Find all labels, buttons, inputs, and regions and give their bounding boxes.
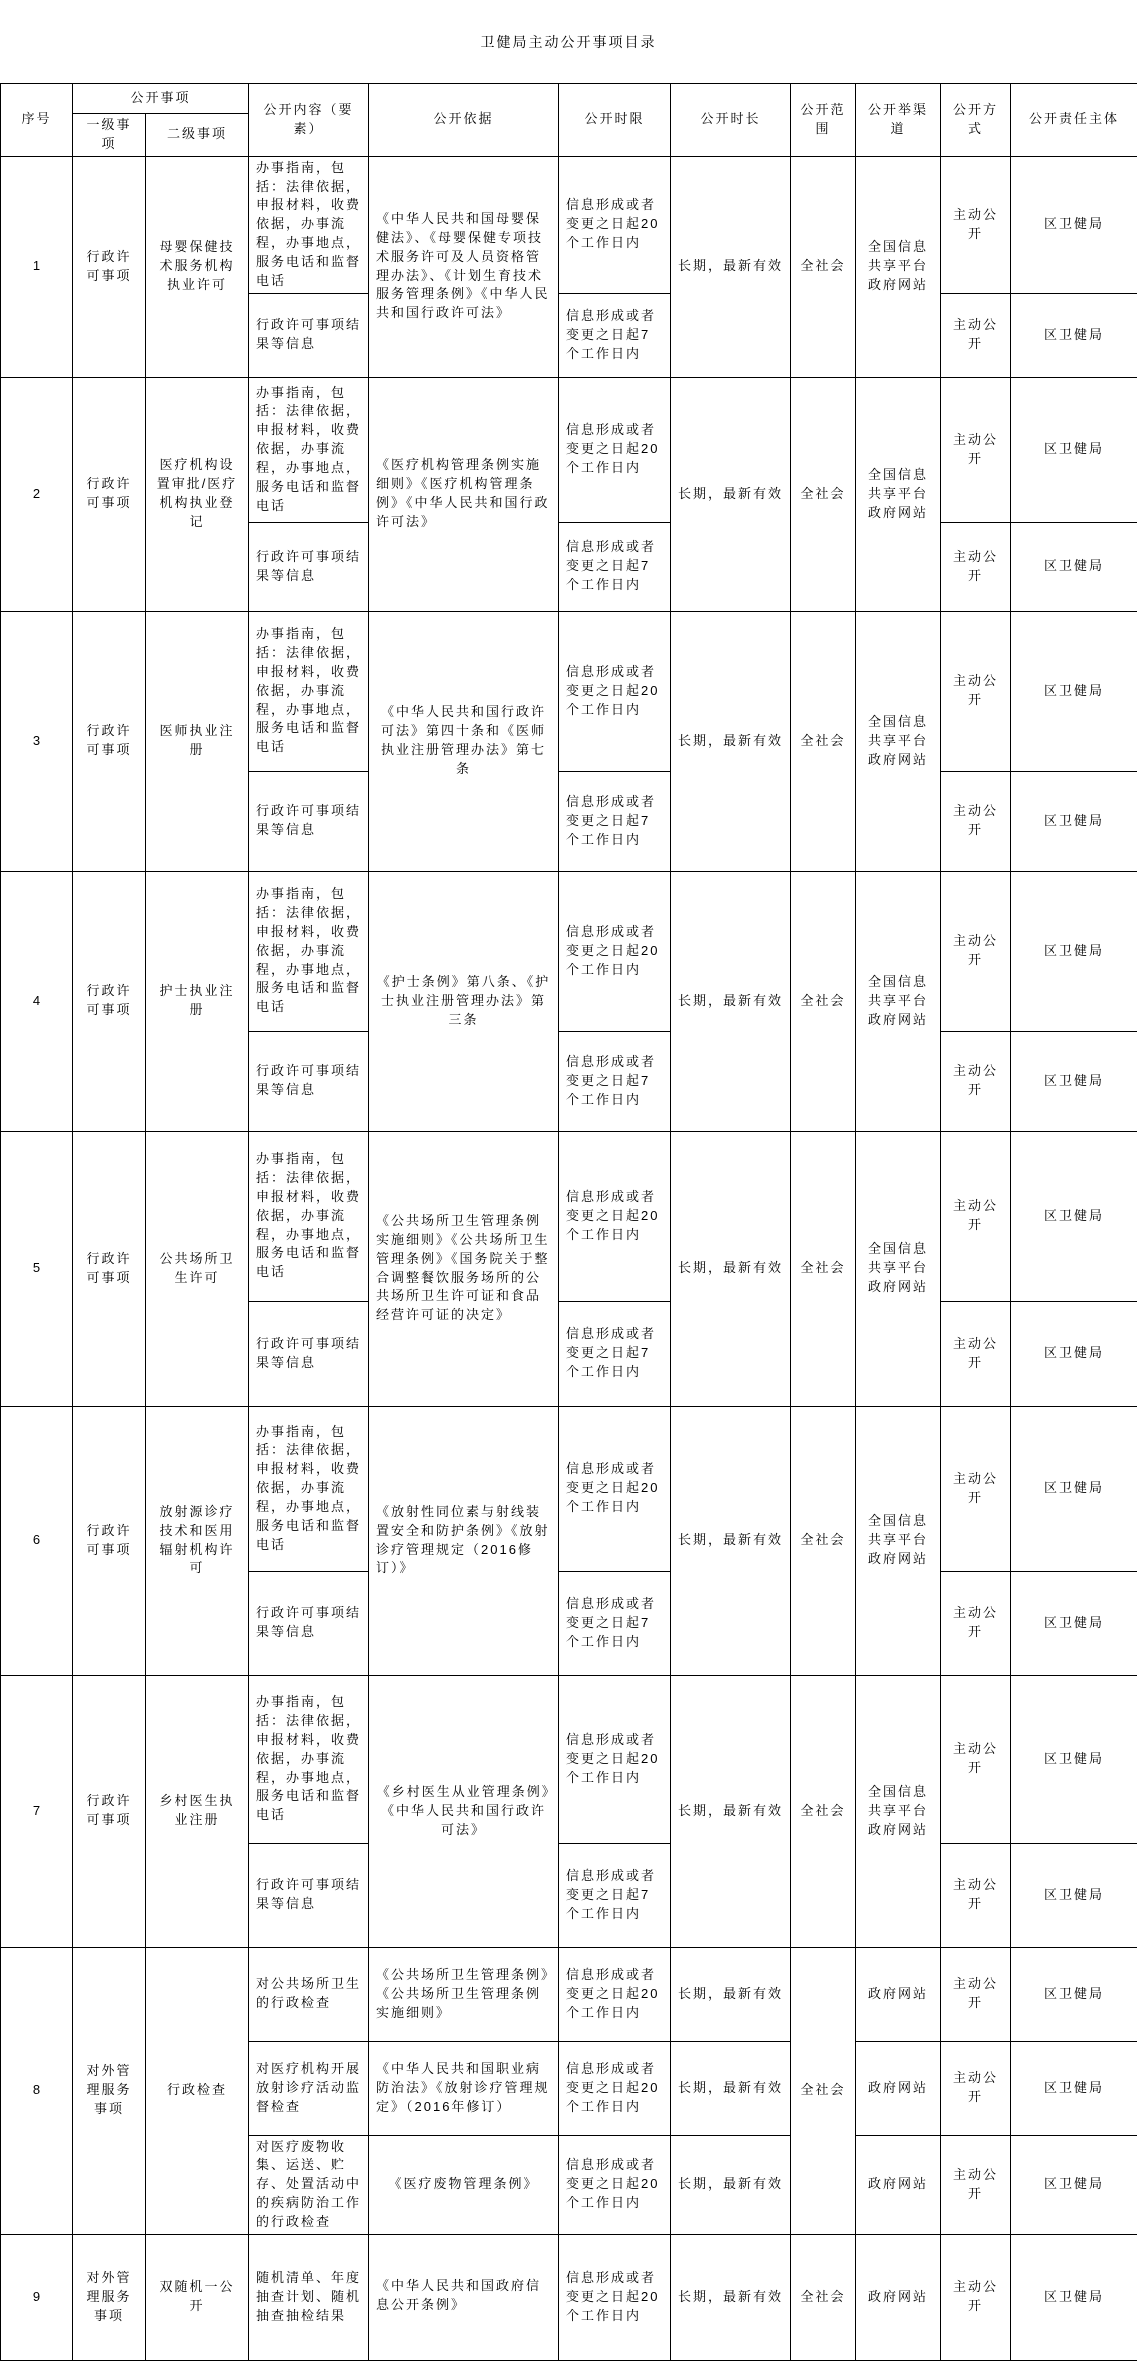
level2-cell: 母婴保健技术服务机构执业许可 <box>146 156 249 377</box>
col-header-owner: 公开责任主体 <box>1011 84 1137 157</box>
content-cell: 行政许可事项结果等信息 <box>249 1031 369 1131</box>
duration-cell: 长期，最新有效 <box>671 2041 791 2135</box>
method-cell: 主动公开 <box>941 871 1011 1031</box>
time-limit-cell: 信息形成或者变更之日起20个工作日内 <box>559 611 671 771</box>
owner-cell: 区卫健局 <box>1011 611 1137 771</box>
scope-cell: 全社会 <box>791 2234 856 2360</box>
method-cell: 主动公开 <box>941 2041 1011 2135</box>
time-limit-cell: 信息形成或者变更之日起7个工作日内 <box>559 1031 671 1131</box>
time-limit-cell: 信息形成或者变更之日起7个工作日内 <box>559 1571 671 1675</box>
content-cell: 对公共场所卫生的行政检查 <box>249 1947 369 2041</box>
level1-cell: 对外管理服务事项 <box>73 2234 146 2360</box>
col-header-scope: 公开范围 <box>791 84 856 157</box>
serial-cell: 2 <box>1 377 73 611</box>
time-limit-cell: 信息形成或者变更之日起20个工作日内 <box>559 1406 671 1571</box>
duration-cell: 长期，最新有效 <box>671 871 791 1131</box>
duration-cell: 长期，最新有效 <box>671 1947 791 2041</box>
col-header-time-limit: 公开时限 <box>559 84 671 157</box>
level2-cell: 医师执业注册 <box>146 611 249 871</box>
basis-cell: 《中华人民共和国行政许可法》第四十条和《医师执业注册管理办法》第七条 <box>369 611 559 871</box>
channel-cell: 政府网站 <box>856 2234 941 2360</box>
content-cell: 对医疗废物收集、运送、贮存、处置活动中的疾病防治工作的行政检查 <box>249 2135 369 2234</box>
basis-cell: 《医疗机构管理条例实施细则》《医疗机构管理条例》《中华人民共和国行政许可法》 <box>369 377 559 611</box>
owner-cell: 区卫健局 <box>1011 1031 1137 1131</box>
scope-cell: 全社会 <box>791 871 856 1131</box>
time-limit-cell: 信息形成或者变更之日起20个工作日内 <box>559 1675 671 1843</box>
method-cell: 主动公开 <box>941 1571 1011 1675</box>
method-cell: 主动公开 <box>941 1675 1011 1843</box>
content-cell: 对医疗机构开展放射诊疗活动监督检查 <box>249 2041 369 2135</box>
channel-cell: 全国信息共享平台 政府网站 <box>856 871 941 1131</box>
level1-cell: 行政许可事项 <box>73 156 146 377</box>
col-header-duration: 公开时长 <box>671 84 791 157</box>
serial-cell: 8 <box>1 1947 73 2234</box>
serial-cell: 9 <box>1 2234 73 2360</box>
level2-cell: 公共场所卫生许可 <box>146 1131 249 1406</box>
channel-cell: 政府网站 <box>856 2135 941 2234</box>
level1-cell: 行政许可事项 <box>73 871 146 1131</box>
serial-cell: 7 <box>1 1675 73 1947</box>
method-cell: 主动公开 <box>941 293 1011 377</box>
time-limit-cell: 信息形成或者变更之日起20个工作日内 <box>559 377 671 522</box>
basis-cell: 《公共场所卫生管理条例》《公共场所卫生管理条例实施细则》 <box>369 1947 559 2041</box>
method-cell: 主动公开 <box>941 1131 1011 1301</box>
col-header-content: 公开内容（要素） <box>249 84 369 157</box>
content-cell: 办事指南，包括：法律依据，申报材料，收费依据，办事流程，办事地点，服务电话和监督电话 <box>249 1675 369 1843</box>
basis-cell: 《中华人民共和国职业病防治法》《放射诊疗管理规定》（2016年修订） <box>369 2041 559 2135</box>
owner-cell: 区卫健局 <box>1011 871 1137 1031</box>
time-limit-cell: 信息形成或者变更之日起7个工作日内 <box>559 522 671 611</box>
duration-cell: 长期，最新有效 <box>671 2234 791 2360</box>
method-cell: 主动公开 <box>941 522 1011 611</box>
channel-cell: 全国信息共享平台 政府网站 <box>856 611 941 871</box>
method-cell: 主动公开 <box>941 377 1011 522</box>
owner-cell: 区卫健局 <box>1011 1131 1137 1301</box>
method-cell: 主动公开 <box>941 156 1011 293</box>
scope-cell: 全社会 <box>791 377 856 611</box>
content-cell: 行政许可事项结果等信息 <box>249 1301 369 1406</box>
channel-cell: 全国信息共享平台 政府网站 <box>856 1406 941 1675</box>
scope-cell: 全社会 <box>791 1406 856 1675</box>
basis-cell: 《放射性同位素与射线装置安全和防护条例》《放射诊疗管理规定（2016修订）》 <box>369 1406 559 1675</box>
time-limit-cell: 信息形成或者变更之日起7个工作日内 <box>559 771 671 871</box>
channel-cell: 政府网站 <box>856 1947 941 2041</box>
method-cell: 主动公开 <box>941 611 1011 771</box>
time-limit-cell: 信息形成或者变更之日起20个工作日内 <box>559 156 671 293</box>
level2-cell: 双随机一公开 <box>146 2234 249 2360</box>
time-limit-cell: 信息形成或者变更之日起7个工作日内 <box>559 293 671 377</box>
col-header-method: 公开方式 <box>941 84 1011 157</box>
col-header-channel: 公开举渠道 <box>856 84 941 157</box>
content-cell: 随机清单、年度抽查计划、随机抽查抽检结果 <box>249 2234 369 2360</box>
method-cell: 主动公开 <box>941 2135 1011 2234</box>
level1-cell: 对外管理服务事项 <box>73 1947 146 2234</box>
method-cell: 主动公开 <box>941 771 1011 871</box>
owner-cell: 区卫健局 <box>1011 522 1137 611</box>
content-cell: 办事指南，包括：法律依据，申报材料，收费依据，办事流程，办事地点，服务电话和监督电话 <box>249 871 369 1031</box>
level2-cell: 医疗机构设置审批/医疗机构执业登记 <box>146 377 249 611</box>
content-cell: 行政许可事项结果等信息 <box>249 1843 369 1947</box>
content-cell: 办事指南，包括：法律依据，申报材料，收费依据，办事流程，办事地点，服务电话和监督电话 <box>249 377 369 522</box>
content-cell: 行政许可事项结果等信息 <box>249 522 369 611</box>
basis-cell: 《公共场所卫生管理条例实施细则》《公共场所卫生管理条例》《国务院关于整合调整餐饮服务场所的公共场所卫生许可证和食品经营许可证的决定》 <box>369 1131 559 1406</box>
content-cell: 行政许可事项结果等信息 <box>249 293 369 377</box>
duration-cell: 长期，最新有效 <box>671 1406 791 1675</box>
method-cell: 主动公开 <box>941 1406 1011 1571</box>
level2-cell: 乡村医生执业注册 <box>146 1675 249 1947</box>
owner-cell: 区卫健局 <box>1011 293 1137 377</box>
method-cell: 主动公开 <box>941 2234 1011 2360</box>
content-cell: 办事指南，包括：法律依据，申报材料，收费依据，办事流程，办事地点，服务电话和监督电话 <box>249 611 369 771</box>
owner-cell: 区卫健局 <box>1011 377 1137 522</box>
scope-cell: 全社会 <box>791 1131 856 1406</box>
scope-cell: 全社会 <box>791 611 856 871</box>
level2-cell: 行政检查 <box>146 1947 249 2234</box>
owner-cell: 区卫健局 <box>1011 1301 1137 1406</box>
duration-cell: 长期，最新有效 <box>671 1675 791 1947</box>
time-limit-cell: 信息形成或者变更之日起20个工作日内 <box>559 2234 671 2360</box>
time-limit-cell: 信息形成或者变更之日起20个工作日内 <box>559 2135 671 2234</box>
serial-cell: 6 <box>1 1406 73 1675</box>
channel-cell: 全国信息共享平台 政府网站 <box>856 1131 941 1406</box>
content-cell: 行政许可事项结果等信息 <box>249 771 369 871</box>
owner-cell: 区卫健局 <box>1011 1406 1137 1571</box>
basis-cell: 《医疗废物管理条例》 <box>369 2135 559 2234</box>
owner-cell: 区卫健局 <box>1011 2234 1137 2360</box>
channel-cell: 全国信息共享平台 政府网站 <box>856 156 941 377</box>
serial-cell: 4 <box>1 871 73 1131</box>
time-limit-cell: 信息形成或者变更之日起20个工作日内 <box>559 2041 671 2135</box>
duration-cell: 长期，最新有效 <box>671 611 791 871</box>
content-cell: 办事指南，包括：法律依据，申报材料，收费依据，办事流程，办事地点，服务电话和监督电话 <box>249 1131 369 1301</box>
channel-cell: 政府网站 <box>856 2041 941 2135</box>
owner-cell: 区卫健局 <box>1011 1947 1137 2041</box>
owner-cell: 区卫健局 <box>1011 1675 1137 1843</box>
time-limit-cell: 信息形成或者变更之日起7个工作日内 <box>559 1843 671 1947</box>
duration-cell: 长期，最新有效 <box>671 1131 791 1406</box>
owner-cell: 区卫健局 <box>1011 156 1137 293</box>
col-header-level2: 二级事项 <box>146 114 249 157</box>
scope-cell: 全社会 <box>791 156 856 377</box>
channel-cell: 全国信息共享平台 政府网站 <box>856 377 941 611</box>
level1-cell: 行政许可事项 <box>73 1131 146 1406</box>
content-cell: 办事指南，包括：法律依据，申报材料，收费依据，办事流程，办事地点，服务电话和监督电话 <box>249 1406 369 1571</box>
content-cell: 办事指南，包括：法律依据，申报材料，收费依据，办事流程，办事地点，服务电话和监督电话 <box>249 156 369 293</box>
owner-cell: 区卫健局 <box>1011 1571 1137 1675</box>
method-cell: 主动公开 <box>941 1301 1011 1406</box>
serial-cell: 1 <box>1 156 73 377</box>
level2-cell: 放射源诊疗技术和医用辐射机构许可 <box>146 1406 249 1675</box>
content-cell: 行政许可事项结果等信息 <box>249 1571 369 1675</box>
level1-cell: 行政许可事项 <box>73 611 146 871</box>
owner-cell: 区卫健局 <box>1011 2041 1137 2135</box>
owner-cell: 区卫健局 <box>1011 1843 1137 1947</box>
time-limit-cell: 信息形成或者变更之日起7个工作日内 <box>559 1301 671 1406</box>
time-limit-cell: 信息形成或者变更之日起20个工作日内 <box>559 1947 671 2041</box>
channel-cell: 全国信息共享平台 政府网站 <box>856 1675 941 1947</box>
owner-cell: 区卫健局 <box>1011 2135 1137 2234</box>
col-header-matter-group: 公开事项 <box>73 84 249 114</box>
basis-cell: 《中华人民共和国母婴保健法》、《母婴保健专项技术服务许可及人员资格管理办法》、《计划生育技术服务管理条例》《中华人民共和国行政许可法》 <box>369 156 559 377</box>
method-cell: 主动公开 <box>941 1031 1011 1131</box>
disclosure-table <box>0 83 1137 2361</box>
level2-cell: 护士执业注册 <box>146 871 249 1131</box>
method-cell: 主动公开 <box>941 1947 1011 2041</box>
serial-cell: 3 <box>1 611 73 871</box>
level1-cell: 行政许可事项 <box>73 1406 146 1675</box>
duration-cell: 长期，最新有效 <box>671 377 791 611</box>
method-cell: 主动公开 <box>941 1843 1011 1947</box>
level1-cell: 行政许可事项 <box>73 1675 146 1947</box>
basis-cell: 《乡村医生从业管理条例》《中华人民共和国行政许可法》 <box>369 1675 559 1947</box>
scope-cell: 全社会 <box>791 1675 856 1947</box>
time-limit-cell: 信息形成或者变更之日起20个工作日内 <box>559 871 671 1031</box>
level1-cell: 行政许可事项 <box>73 377 146 611</box>
owner-cell: 区卫健局 <box>1011 771 1137 871</box>
col-header-level1: 一级事项 <box>73 114 146 157</box>
page-title: 卫健局主动公开事项目录 <box>480 33 657 50</box>
basis-cell: 《中华人民共和国政府信息公开条例》 <box>369 2234 559 2360</box>
duration-cell: 长期，最新有效 <box>671 156 791 377</box>
duration-cell: 长期，最新有效 <box>671 2135 791 2234</box>
time-limit-cell: 信息形成或者变更之日起20个工作日内 <box>559 1131 671 1301</box>
serial-cell: 5 <box>1 1131 73 1406</box>
scope-cell: 全社会 <box>791 1947 856 2234</box>
col-header-basis: 公开依据 <box>369 84 559 157</box>
basis-cell: 《护士条例》第八条、《护士执业注册管理办法》第三条 <box>369 871 559 1131</box>
col-header-serial: 序号 <box>1 84 73 157</box>
